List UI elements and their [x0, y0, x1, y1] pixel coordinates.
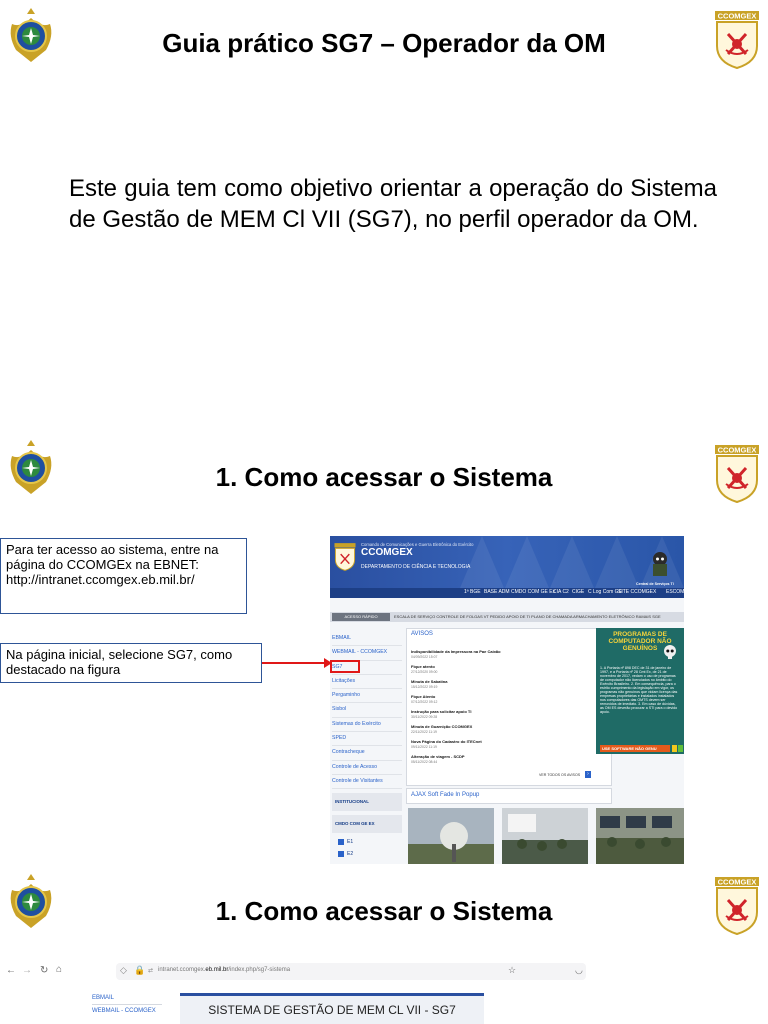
- intranet-screenshot: [330, 536, 684, 864]
- ver-todos-link[interactable]: VER TODOS OS AVISOS: [539, 773, 581, 777]
- lock-icon: 🔒: [134, 965, 146, 975]
- notice-date: 04/09/2022 15:07: [411, 655, 438, 659]
- back-icon[interactable]: ←: [6, 965, 16, 976]
- nav-link[interactable]: BASE ADM CMDO COM GE Ex: [484, 589, 556, 595]
- software-warning-banner[interactable]: [596, 628, 684, 754]
- quick-access-button[interactable]: ACESSO RÁPIDO: [332, 613, 390, 621]
- photo-operations-room[interactable]: [596, 808, 684, 864]
- svg-text:CCOMGEX: CCOMGEX: [717, 445, 757, 455]
- site-header-dept: DEPARTAMENTO DE CIÊNCIA E TECNOLOGIA: [361, 564, 471, 570]
- sidebar-item-sisbol[interactable]: Sisbol: [332, 703, 402, 717]
- quick-access-links[interactable]: ESCALA DE SERVIÇO CONTROLE DE FOLGAS VT PEDIDO APOIO DE TI PLANO DE CHAMADA ARMACHAMENTO ELETRÔNICO RAMAIS SGE: [394, 614, 661, 619]
- sg7-highlight-box: [330, 660, 360, 673]
- side-link-webmail[interactable]: WEBMAIL - CCOMGEX: [92, 1008, 156, 1014]
- svg-text:CCOMGEX: CCOMGEX: [717, 11, 757, 21]
- warning-body: 1. A Portaria nº 898 DEC de 31 de janeiro de 1997, e a Portaria nº 28 Cmt Ex, de 21 de novembro de 2017, vedam o uso de programas de computador não licenciados no âmbito do Exército Brasileiro. 2. Em consequência, para o estrito cumprimento da legislação em vigor, os programas não genuínos que violam licença das empresas proprietárias e instalados instalados nos computadores das OMTS devem ser removidos de imediato. 3. Em caso de dúvidas, as OM ES deverão procurar a STI para o devido apoio.: [600, 666, 678, 714]
- site-header-small: Comando de Comunicações e Guerra Eletrônica do Exército: [361, 542, 474, 547]
- notice-title[interactable]: Fique Atento: [411, 694, 436, 699]
- site-sidebar: [332, 632, 402, 861]
- sidebar-sub-e1[interactable]: E1: [332, 837, 402, 849]
- sidebar-item-contracheque[interactable]: Contracheque: [332, 746, 402, 760]
- sidebar-section-institucional[interactable]: INSTITUCIONAL: [332, 793, 402, 811]
- site-logo-icon: [334, 542, 356, 572]
- callout-access-url: Para ter acesso ao sistema, entre na página do CCOMGEx na EBNET: http://intranet.ccomgex.eb.mil.br/: [0, 538, 247, 614]
- quick-access-bar: [330, 612, 684, 622]
- browser-screenshot: [0, 958, 600, 1024]
- notice-title[interactable]: Minuta de Guarnição CCOMGEX: [411, 724, 473, 729]
- sidebar-item-webmail[interactable]: WEBMAIL - CCOMGEX: [332, 646, 402, 660]
- photo-classroom[interactable]: [502, 808, 588, 864]
- warning-footer: USE SOFTWARE NÃO GENU: [600, 745, 670, 752]
- notice-date: 27/12/2020 09:00: [411, 670, 438, 674]
- notice-title[interactable]: Fique atento: [411, 664, 435, 669]
- carousel-next-icon[interactable]: [678, 745, 683, 752]
- nav-link[interactable]: 1ª BGE: [464, 589, 481, 595]
- carousel-prev-icon[interactable]: [672, 745, 677, 752]
- nav-link[interactable]: CIGE: [572, 589, 585, 595]
- arrow-right-icon[interactable]: ›: [585, 771, 591, 778]
- sidebar-item-controle-acesso[interactable]: Controle de Acesso: [332, 761, 402, 775]
- mascot-label: Central de Serviços TI: [636, 582, 674, 586]
- notice-date: 15/12/2022 09:19: [411, 685, 438, 689]
- sidebar-item-ebmail[interactable]: EBMAIL: [332, 632, 402, 646]
- slide1-title: Guia prático SG7 – Operador da OM: [162, 28, 606, 58]
- avisos-panel: [406, 628, 612, 786]
- notice-date: 09/11/2022 11:19: [411, 745, 437, 749]
- ccomgex-badge-icon: [714, 444, 760, 504]
- url-text: intranet.ccomgex.eb.mil.br/index.php/sg7-sistema: [158, 967, 291, 973]
- sidebar-sub-e2[interactable]: E2: [332, 849, 402, 861]
- mascot-icon: [648, 550, 672, 580]
- callout-select-sg7: Na página inicial, selecione SG7, como destacado na figura: [0, 643, 262, 683]
- slide3-title: 1. Como acessar o Sistema: [215, 896, 553, 926]
- site-header-name: CCOMGEX: [361, 547, 413, 558]
- sidebar-item-sg7-label: SG7: [332, 663, 343, 670]
- notice-title[interactable]: Alteração de viagem - SCDP: [411, 754, 465, 759]
- sidebar-item-sg7[interactable]: [332, 661, 402, 675]
- sidebar-item-controle-visitantes[interactable]: Controle de Visitantes: [332, 775, 402, 789]
- warning-title: PROGRAMAS DE COMPUTADOR NÃO GENUÍNOS: [608, 631, 672, 652]
- nav-link[interactable]: C Log Com GE: [588, 589, 622, 595]
- site-header: [330, 536, 684, 588]
- skull-icon: [662, 644, 678, 660]
- nav-link[interactable]: CIA C2: [553, 589, 569, 595]
- sidebar-item-pergaminho[interactable]: Pergaminho: [332, 689, 402, 703]
- address-bar[interactable]: [116, 963, 586, 980]
- slide2-title: 1. Como acessar o Sistema: [215, 462, 553, 492]
- system-title: SISTEMA DE GESTÃO DE MEM CL VII - SG7: [208, 1003, 456, 1017]
- folder-icon: [338, 851, 344, 857]
- intro-paragraph: Este guia tem como objetivo orientar a operação do Sistema de Gestão de MEM Cl VII (SG7), no perfil operador da OM.: [69, 175, 717, 233]
- system-title-panel: [180, 993, 484, 1024]
- notice-title[interactable]: Instrução para solicitar apoio TI: [411, 709, 472, 714]
- ccomgex-badge-icon: [714, 10, 760, 70]
- site-top-nav: [330, 588, 684, 598]
- folder-icon: [338, 839, 344, 845]
- svg-text:CCOMGEX: CCOMGEX: [717, 877, 757, 887]
- nav-link[interactable]: SITE CCOMGEX: [618, 589, 657, 595]
- popup-header: AJAX Soft Fade In Popup: [406, 788, 612, 804]
- notice-title[interactable]: Nova Página do Cadastro do ITECnet: [411, 739, 482, 744]
- bookmark-star-icon[interactable]: ☆: [508, 965, 517, 975]
- sidebar-section-cmdo[interactable]: CMDO COM GE EX: [332, 815, 402, 833]
- sidebar-item-sistemas[interactable]: Sistemas do Exército: [332, 718, 402, 732]
- pocket-icon[interactable]: ◡: [575, 965, 583, 975]
- sidebar-item-sped[interactable]: SPED: [332, 732, 402, 746]
- notice-date: 07/12/2022 09:12: [411, 700, 438, 704]
- nav-link[interactable]: ESCOM: [666, 589, 684, 595]
- photo-antenna[interactable]: [408, 808, 494, 864]
- notice-date: 05/11/2022 08:44: [411, 760, 438, 764]
- ccomgex-badge-icon: [714, 876, 760, 936]
- highlight-arrow: [262, 652, 334, 676]
- divider: [92, 1004, 162, 1005]
- permissions-icon: ⇄: [148, 968, 154, 974]
- shield-icon: ◇: [120, 965, 127, 975]
- sidebar-item-licitacoes[interactable]: Licitações: [332, 675, 402, 689]
- side-link-ebmail[interactable]: EBMAIL: [92, 995, 115, 1001]
- reload-icon[interactable]: ↻: [40, 965, 49, 976]
- avisos-title: AVISOS: [411, 631, 433, 637]
- notice-title[interactable]: Minuta de Sabatina: [411, 679, 448, 684]
- home-icon[interactable]: ⌂: [56, 964, 63, 975]
- notice-title[interactable]: Indisponibilidade da Impressora na Pae Caixão: [411, 649, 501, 654]
- notice-date: 30/11/2022 09:28: [411, 715, 438, 719]
- forward-icon[interactable]: →: [22, 965, 32, 976]
- notice-date: 22/11/2022 11:19: [411, 730, 437, 734]
